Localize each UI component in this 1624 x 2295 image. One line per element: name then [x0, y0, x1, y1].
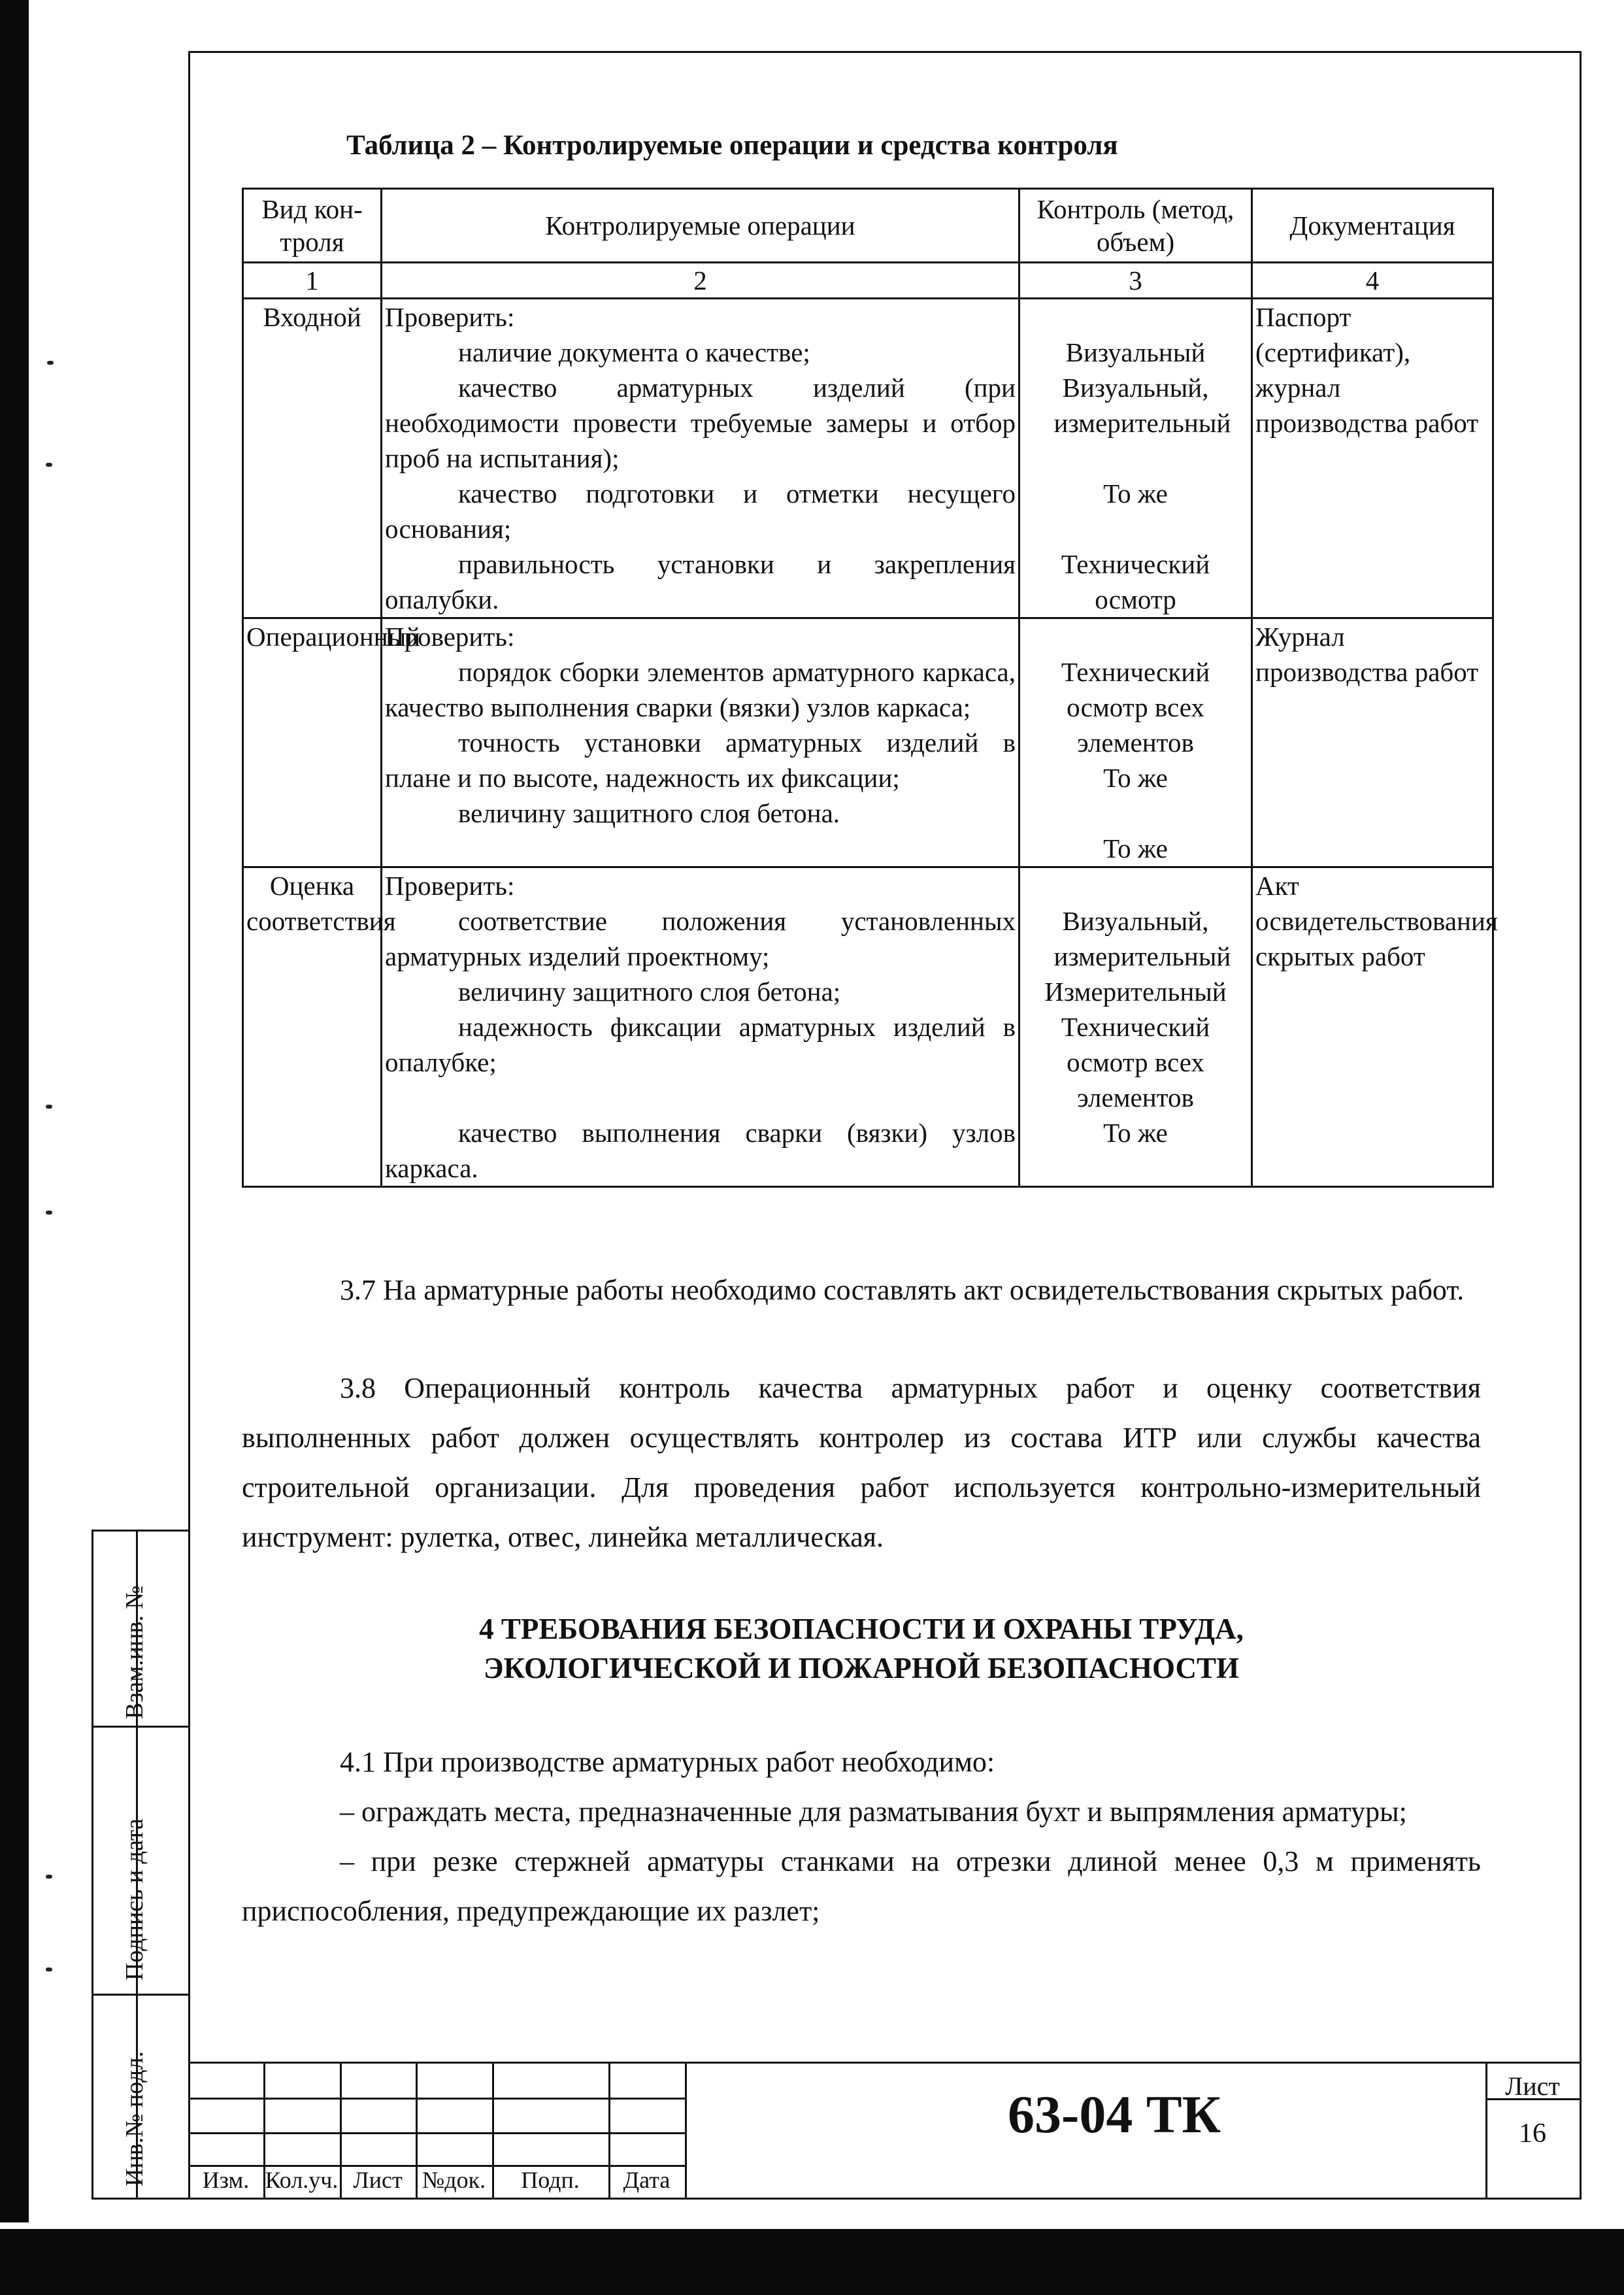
operation-item: величину защитного слоя бетона. [458, 798, 840, 828]
operations-cell [382, 618, 1019, 867]
control-method: Технический осмотр всех элементов [1061, 1012, 1210, 1113]
table-row [243, 867, 1493, 1187]
operation-item: правильность установки и закрепления опалубки. [385, 549, 1016, 614]
table-title: Таблица 2 – Контролируемые операции и средства контроля [346, 130, 1118, 161]
paragraph-4-1 [242, 1737, 1481, 1936]
scan-speck [46, 1211, 52, 1215]
col-header-docs: Документация [1252, 189, 1493, 263]
table-row [243, 618, 1493, 867]
operations-cell [382, 299, 1019, 618]
paragraph-text: 3.8 Операционный контроль качества арматурных работ и оценку соответствия выполненных работ должен осуществлять контролер из состава ИТР или службы качества строительной организации. Для проведения работ используется контрольно-измерительный инструмент: рулетка, отвес, линейка металлическая. [242, 1372, 1481, 1553]
documentation-cell: Акт освидетельствования скрытых работ [1252, 867, 1493, 1187]
check-label: Проверить: [385, 871, 515, 901]
operation-item: точность установки арматурных изделий в плане и по высоте, надежность их фиксации; [385, 728, 1016, 793]
stamp-label-signature: Подп. [521, 2167, 580, 2193]
table-number-row [243, 263, 1493, 299]
stamp-label-docnum: №док. [422, 2167, 486, 2193]
control-table [242, 188, 1498, 1188]
check-label: Проверить: [385, 622, 515, 652]
control-method: То же [1103, 1118, 1168, 1148]
stamp-label-change: Изм. [202, 2167, 250, 2193]
operation-item: соответствие положения установленных арматурных изделий проектному; [385, 906, 1016, 971]
sheet-number: 16 [1519, 2119, 1546, 2149]
paragraph-text: 4.1 При производстве арматурных работ необходимо: [340, 1746, 995, 1778]
col-number: 2 [382, 263, 1019, 299]
scan-speck [46, 1105, 52, 1109]
control-kind: Входной [243, 299, 382, 618]
documentation-cell: Журнал производства работ [1252, 618, 1493, 867]
documentation-cell: Паспорт (сертификат), журнал производства работ [1252, 299, 1493, 618]
sheet-label: Лист [1505, 2071, 1560, 2101]
control-method-cell [1019, 299, 1252, 618]
stamp-label-sheet: Лист [353, 2167, 403, 2193]
bullet-item: – ограждать места, предназначенные для разматывания бухт и выпрямления арматуры; [340, 1796, 1407, 1828]
side-label-signature: Подпись и дата [121, 1818, 148, 1981]
col-number: 4 [1252, 263, 1493, 299]
operation-item: качество арматурных изделий (при необходимости провести требуемые замеры и отбор проб на испытания); [385, 373, 1016, 473]
scan-speck [47, 361, 54, 365]
col-header-kind: Вид кон-троля [243, 189, 382, 263]
control-method: Визуальный [1065, 337, 1206, 367]
col-number: 3 [1019, 263, 1252, 299]
scan-edge-left [0, 0, 29, 2222]
control-kind: Оценка соответствия [243, 867, 382, 1187]
operations-cell [382, 867, 1019, 1187]
control-method: То же [1103, 833, 1168, 863]
bullet-item: – при резке стержней арматуры станками на отрезки длиной менее 0,3 м применять приспособления, предупреждающие их разлет; [242, 1845, 1481, 1927]
control-method: То же [1103, 763, 1168, 793]
col-header-operations: Контролируемые операции [382, 189, 1019, 263]
control-method-cell [1019, 867, 1252, 1187]
check-label: Проверить: [385, 302, 515, 332]
document-code: 63-04 ТК [1008, 2085, 1221, 2144]
operation-item: качество подготовки и отметки несущего основания; [385, 478, 1016, 544]
control-method: Визуальный, измерительный [1053, 373, 1231, 438]
control-method: Измерительный [1044, 977, 1227, 1007]
paragraph-3-7 [242, 1265, 1481, 1315]
operation-item: качество выполнения сварки (вязки) узлов каркаса. [385, 1118, 1016, 1183]
stamp-label-date: Дата [623, 2167, 671, 2193]
stamp-label-count: Кол.уч. [265, 2167, 339, 2193]
control-method-cell [1019, 618, 1252, 867]
operation-item: наличие документа о качестве; [458, 337, 810, 367]
control-kind: Операционный [243, 618, 382, 867]
heading-line: ЭКОЛОГИЧЕСКОЙ И ПОЖАРНОЙ БЕЗОПАСНОСТИ [483, 1652, 1240, 1684]
control-method: То же [1103, 478, 1168, 509]
scan-speck [46, 1968, 52, 1971]
side-label-replacement: Взам.инв. № [121, 1585, 148, 1719]
table-row [243, 299, 1493, 618]
scan-speck [46, 463, 52, 467]
control-method: Визуальный, измерительный [1053, 906, 1231, 971]
section-heading [242, 1609, 1481, 1688]
control-method: Технический осмотр [1061, 549, 1210, 614]
operation-item: порядок сборки элементов арматурного каркаса, качество выполнения сварки (вязки) узлов каркаса; [385, 657, 1016, 722]
table-header-row [243, 189, 1493, 263]
operation-item: величину защитного слоя бетона; [458, 977, 841, 1007]
side-label-inventory: Инв.№ подл. [121, 2051, 148, 2186]
scan-edge-bottom [0, 2229, 1624, 2295]
scan-speck [46, 1875, 52, 1879]
col-number: 1 [243, 263, 382, 299]
paragraph-3-8 [242, 1364, 1481, 1562]
operation-item: надежность фиксации арматурных изделий в опалубке; [385, 1012, 1016, 1077]
control-method: Технический осмотр всех элементов [1061, 657, 1210, 758]
heading-line: 4 ТРЕБОВАНИЯ БЕЗОПАСНОСТИ И ОХРАНЫ ТРУДА, [479, 1613, 1244, 1645]
col-header-control: Контроль (метод, объем) [1019, 189, 1252, 263]
paragraph-text: 3.7 На арматурные работы необходимо составлять акт освидетельствования скрытых работ. [340, 1274, 1465, 1306]
